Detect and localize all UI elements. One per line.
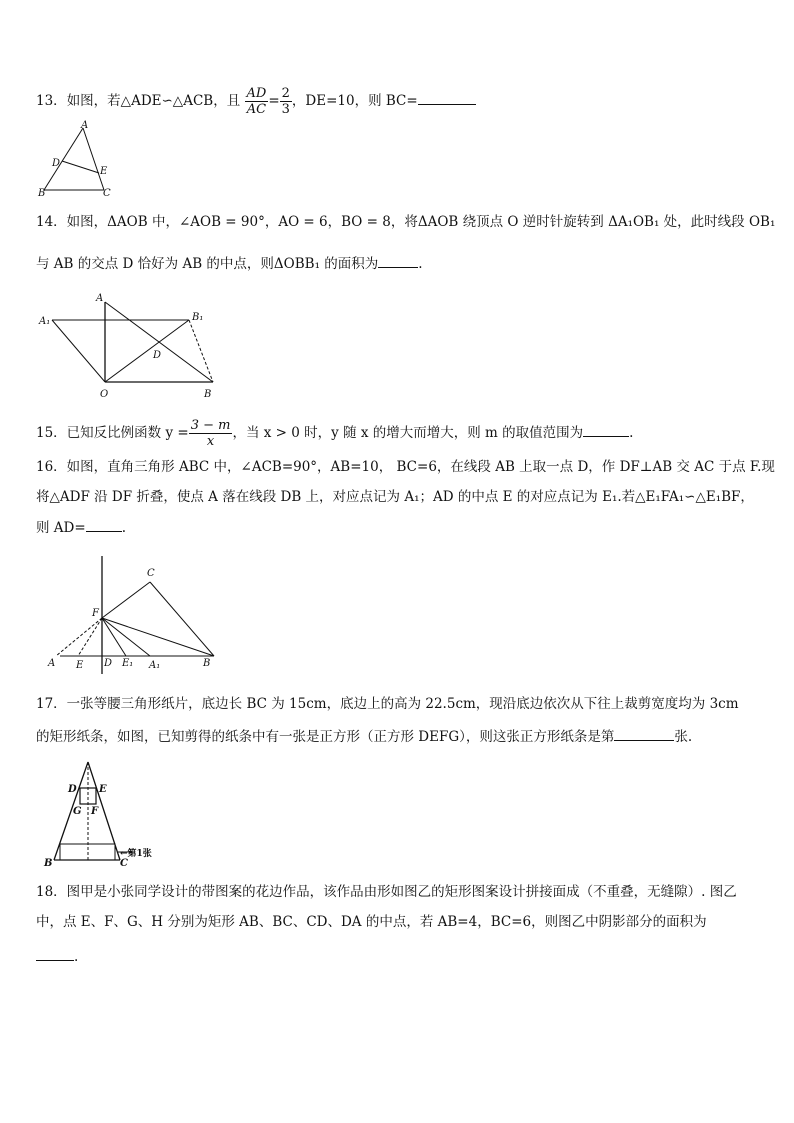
q13-label-d: D <box>52 158 61 169</box>
question-16-line-2: 将△ADF 沿 DF 折叠，使点 A 落在线段 DB 上，对应点记为 A₁；AD 的中点 E 的对应点记为 E₁.若△E₁FA₁∽△E₁BF， <box>36 489 754 505</box>
q16-label-d: D <box>104 658 113 669</box>
question-14-line-1: 14．如图，ΔAOB 中，∠AOB = 90°，AO = 6，BO = 8，将ΔAOB 绕顶点 O 逆时针旋转到 ΔA₁OB₁ 处，此时线段 OB₁ <box>36 214 776 230</box>
q16-label-a1: A₁ <box>149 660 161 671</box>
question-18-line-2: 中，点 E、F、G、H 分别为矩形 AB、BC、CD、DA 的中点，若 AB=4，BC=6，则图乙中阴影部分的面积为 <box>36 914 707 930</box>
q13-fraction-2-3: $\frac{2}{3}$ <box>281 86 290 117</box>
q17-label-f: F <box>91 806 99 817</box>
question-16-line-1: 16．如图，直角三角形 ABC 中，∠ACB=90°，AB=10， BC=6，在线段 AB 上取一点 D，作 DF⊥AB 交 AC 于点 F.现 <box>36 459 775 475</box>
q14-rotation-figure <box>36 290 226 402</box>
q17-answer-blank[interactable] <box>614 726 674 741</box>
q14-label-b1: B₁ <box>192 312 204 323</box>
q17-label-e: E <box>99 784 107 795</box>
question-18-line-1: 18．图甲是小张同学设计的带图案的花边作品，该作品由形如图乙的矩形图案设计拼接面成（不重叠，无缝隙）. 图乙 <box>36 884 737 900</box>
q15-fraction: $\frac{3 - m}{x}$ <box>190 418 231 449</box>
question-15: 15．已知反比例函数 y = $\frac{3 - m}{x}$ ，当 x > 0 时，y 随 x 的增大而增大，则 m 的取值范围为 . <box>36 418 634 449</box>
q18-answer-blank[interactable] <box>36 946 74 961</box>
q13-label-c: C <box>103 188 111 199</box>
q13-answer-blank[interactable] <box>418 90 476 105</box>
q14-label-a: A <box>96 293 104 304</box>
q14-label-b: B <box>204 389 212 400</box>
q16-label-b: B <box>203 658 211 669</box>
q13-triangle-figure <box>36 120 116 200</box>
q13-number: 13． <box>36 93 67 109</box>
q17-label-g: G <box>73 806 82 817</box>
q17-label-b: B <box>44 858 53 869</box>
q13-text-post: ，DE=10，则 BC= <box>291 93 418 109</box>
q16-label-c: C <box>147 568 155 579</box>
q14-label-d: D <box>153 350 162 361</box>
q14-answer-blank[interactable] <box>378 253 418 268</box>
question-17-line-2: 的矩形纸条，如图，已知剪得的纸条中有一张是正方形（正方形 DEFG），则这张正方形纸条是第 张. <box>36 726 761 748</box>
question-14-line-2: 与 AB 的交点 D 恰好为 AB 的中点，则ΔOBB₁ 的面积为 . <box>36 253 761 275</box>
q13-label-a: A <box>81 120 89 131</box>
q14-label-a1: A₁ <box>39 316 51 327</box>
q15-answer-blank[interactable] <box>583 422 629 437</box>
q17-label-d: D <box>68 784 77 795</box>
q16-answer-blank[interactable] <box>86 517 122 532</box>
q16-label-a: A <box>48 658 56 669</box>
q17-triangle-strips-figure <box>36 760 196 870</box>
question-18-line-3: . <box>36 946 761 968</box>
question-16-line-3: 则 AD= . <box>36 517 761 539</box>
q13-text-pre: 如图，若△ADE∽△ACB，且 <box>66 93 241 109</box>
q16-label-e: E <box>76 660 84 671</box>
q17-label-c: C <box>120 858 128 869</box>
question-13: 13．如图，若△ADE∽△ACB，且 $\frac{AD}{AC}$ = $\frac{2}{3}$ ，DE=10，则 BC= <box>36 86 761 117</box>
q16-label-f: F <box>92 608 99 619</box>
q17-label-first-strip: ←第1张 <box>120 849 152 859</box>
q16-label-e1: E₁ <box>122 658 134 669</box>
q13-fraction-ad-ac: $\frac{AD}{AC}$ <box>246 86 267 117</box>
q13-label-b: B <box>38 188 46 199</box>
question-17-line-1: 17．一张等腰三角形纸片，底边长 BC 为 15cm，底边上的高为 22.5cm，现沿底边依次从下往上裁剪宽度均为 3cm <box>36 696 739 712</box>
q13-label-e: E <box>100 166 108 177</box>
q14-label-o: O <box>100 389 109 400</box>
q16-fold-figure <box>36 556 226 674</box>
